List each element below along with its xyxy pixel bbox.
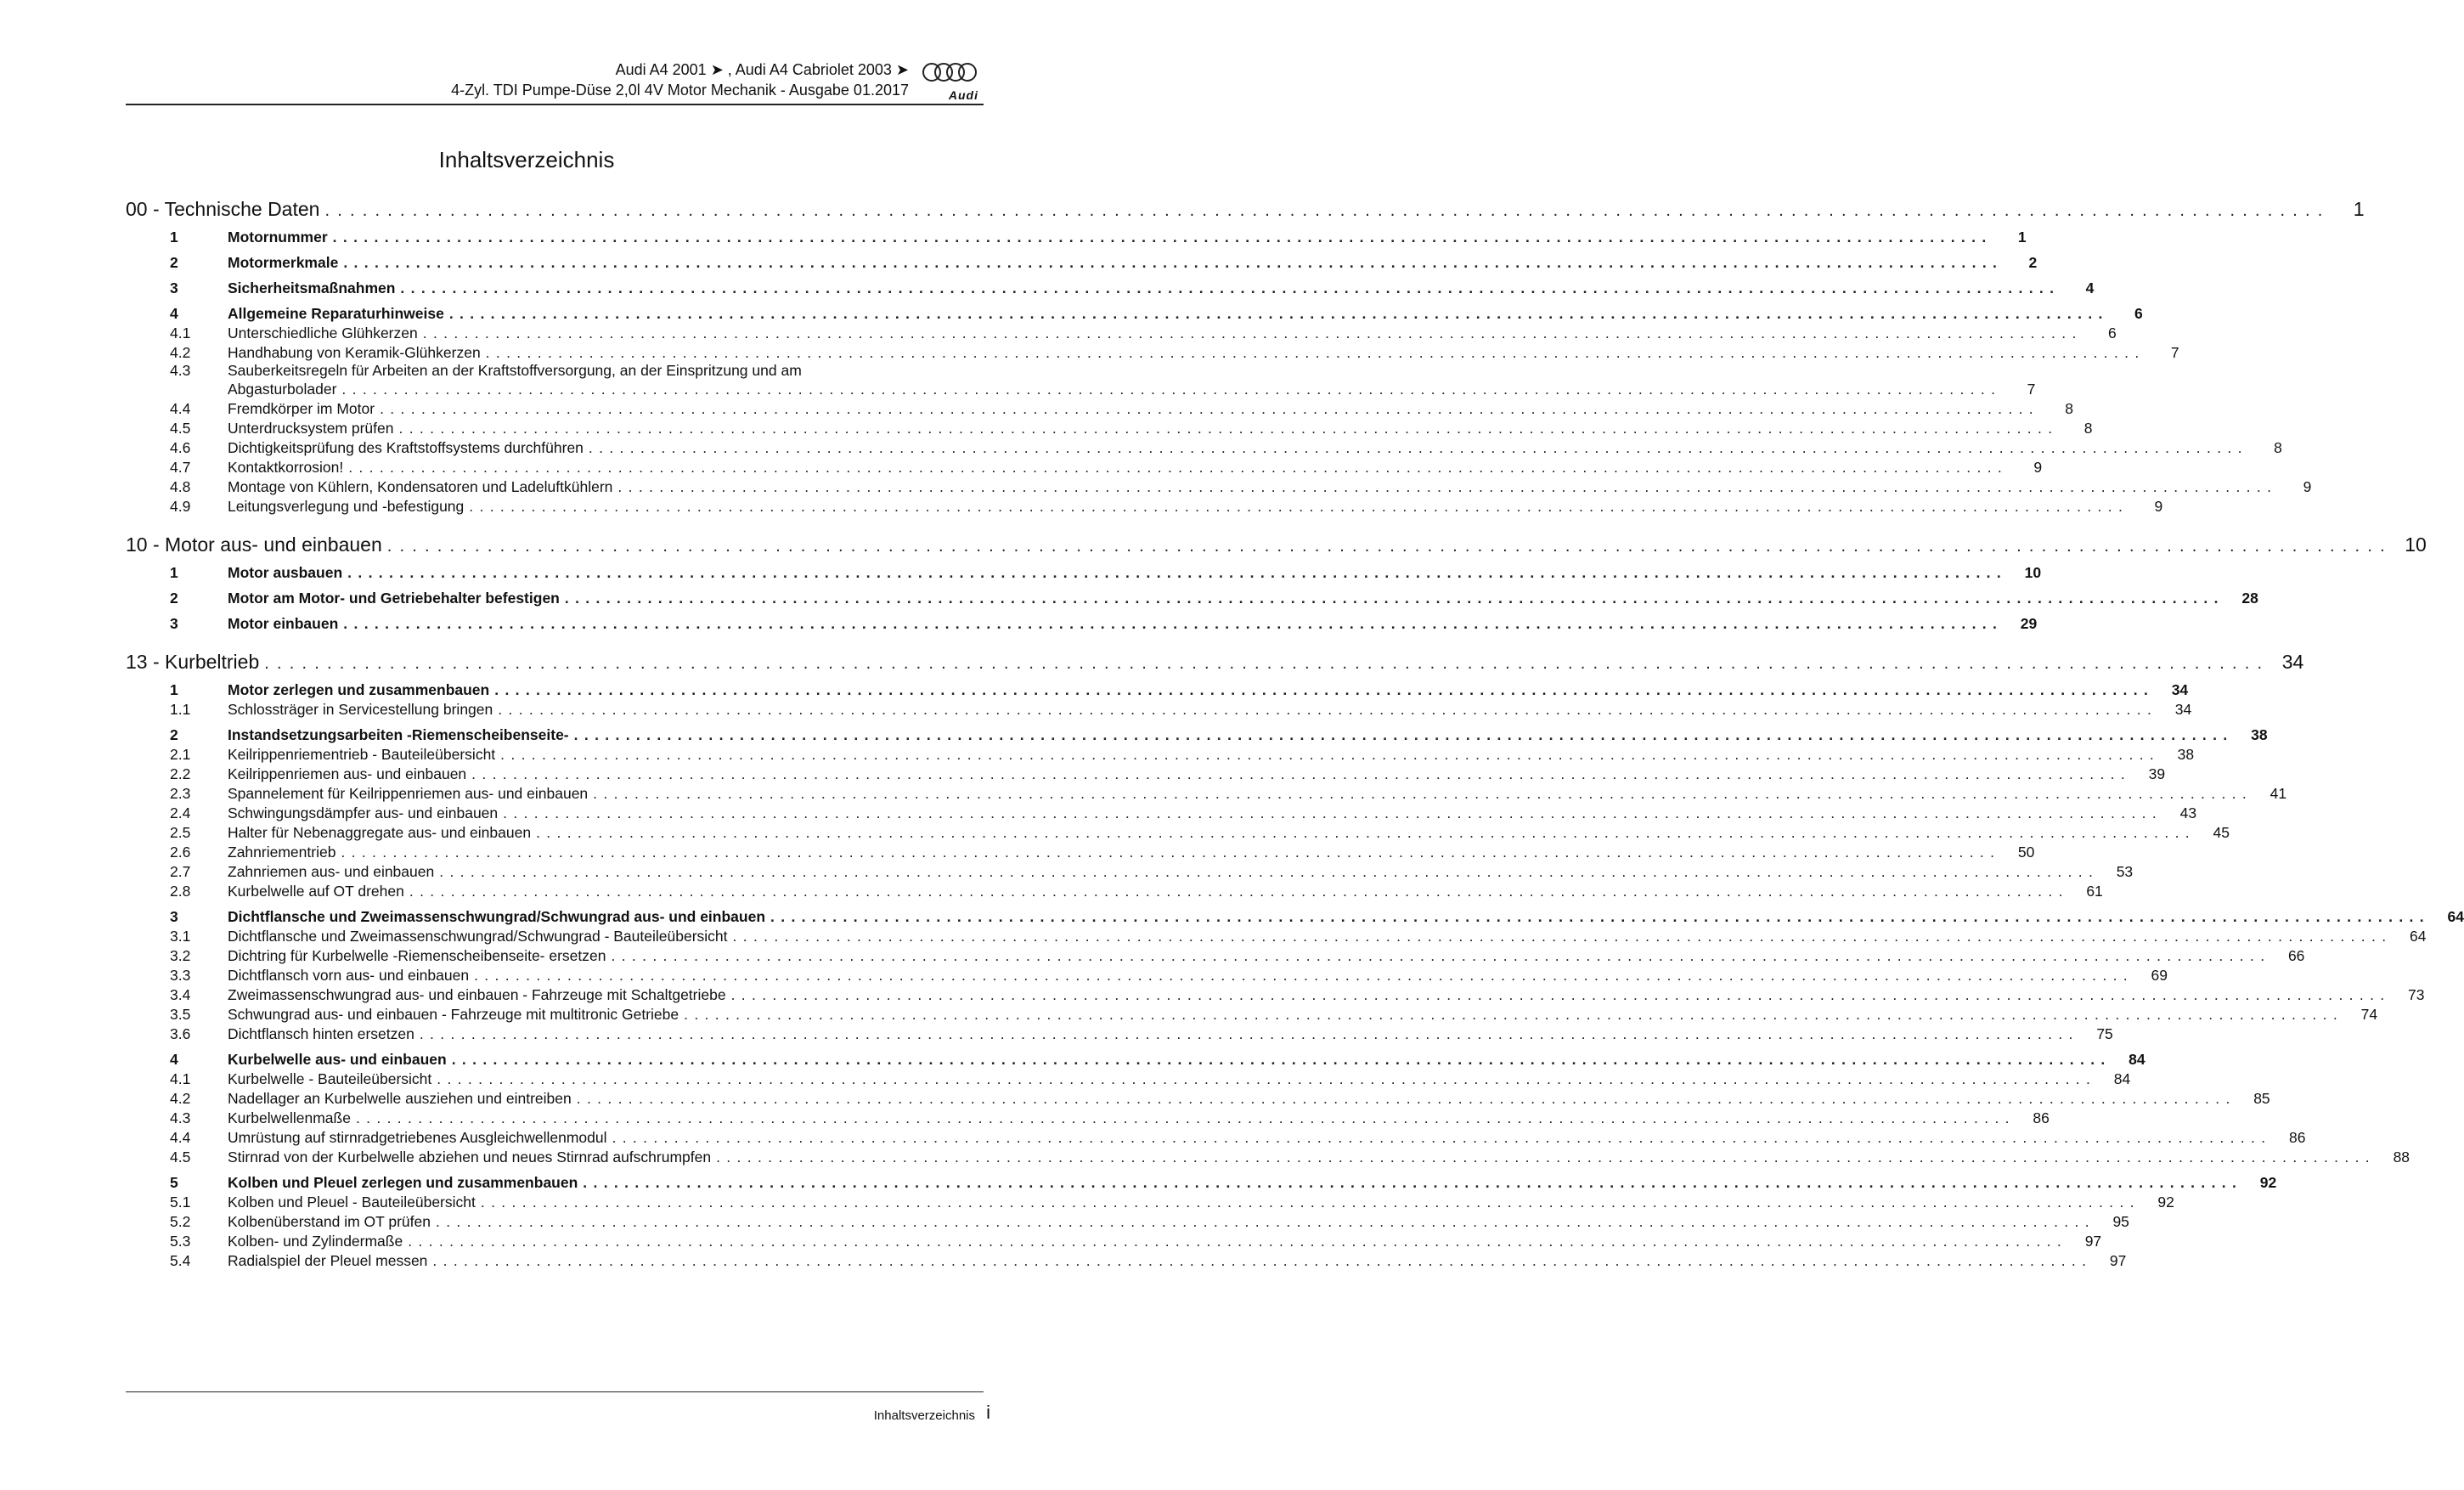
- toc-entry-title: Nadellager an Kurbelwelle ausziehen und eintreiben: [228, 1090, 572, 1107]
- toc-leader-dots: ................................................................................................................................................................: [474, 967, 2134, 984]
- toc-leader-dots: ................................................................................................................................................................: [770, 908, 2430, 925]
- toc-entry-title: Unterdrucksystem prüfen: [228, 420, 394, 437]
- toc-entry[interactable]: [126, 674, 2189, 699]
- toc-entry-number: 2: [170, 726, 178, 743]
- toc-entry-title: Kurbelwelle - Bauteileübersicht: [228, 1070, 432, 1087]
- toc-entry-number: 4.9: [170, 498, 191, 515]
- toc-leader-dots: ................................................................................................................................................................: [437, 1070, 2097, 1087]
- toc-leader-dots: ................................................................................................................................................................: [355, 1109, 2016, 1126]
- toc-entry[interactable]: [126, 457, 2043, 477]
- toc-entry-page: 8: [2083, 420, 2093, 437]
- toc-leader-dots: ................................................................................................................................................................: [494, 681, 2155, 698]
- toc-entry-page: 84: [2113, 1070, 2131, 1087]
- toc-entry-number: 3.6: [170, 1025, 191, 1042]
- toc-leader-dots: ................................................................................................................................................................: [422, 325, 2083, 341]
- toc-entry-page: 66: [2287, 947, 2305, 964]
- toc-entry-number: 3.2: [170, 947, 191, 964]
- toc-leader-dots: ................................................................................................................................................................: [448, 305, 2109, 322]
- toc-leader-dots: ................................................................................................................................................................: [408, 1233, 2068, 1250]
- toc-entry-page: 86: [2288, 1129, 2306, 1146]
- toc-leader-dots: ................................................................................................................................................................: [264, 654, 2270, 673]
- toc-entry-title: Keilrippenriementrieb - Bauteileübersicht: [228, 746, 496, 763]
- toc-leader-dots: ................................................................................................................................................................: [343, 615, 2004, 632]
- toc-entry-title: Motor zerlegen und zusammenbauen: [228, 681, 490, 698]
- header-manual-line: 4-Zyl. TDI Pumpe-Düse 2,0l 4V Motor Mechanik - Ausgabe 01.2017: [451, 82, 909, 99]
- toc-entry-number: 4: [170, 1051, 178, 1068]
- toc-entry-title: Abgasturbolader: [228, 381, 337, 398]
- toc-entry-page: 64: [2409, 928, 2427, 945]
- toc-entry-page: 64: [2447, 908, 2464, 925]
- toc-entry[interactable]: [126, 1211, 2129, 1231]
- toc-entry[interactable]: [126, 783, 2287, 803]
- toc-entry-page: 34: [2171, 681, 2189, 698]
- toc-entry-title: Handhabung von Keramik-Glühkerzen: [228, 344, 481, 361]
- toc-leader-dots: ................................................................................................................................................................: [409, 883, 2069, 900]
- toc-entry-title: Dichtflansch hinten ersetzen: [228, 1025, 414, 1042]
- toc-entry[interactable]: [126, 1192, 2174, 1211]
- toc-entry[interactable]: [126, 342, 2179, 362]
- toc-entry-number: 4.3: [170, 362, 191, 379]
- audi-wordmark: Audi: [948, 88, 978, 102]
- toc-entry-title: Leitungsverlegung und -befestigung: [228, 498, 465, 515]
- toc-entry-number: 2.1: [170, 746, 191, 763]
- toc-entry-title: Kolbenüberstand im OT prüfen: [228, 1213, 431, 1230]
- toc-entry[interactable]: [126, 1024, 2113, 1043]
- toc-entry-title: Fremdkörper im Motor: [228, 400, 375, 417]
- toc-entry[interactable]: [126, 398, 2074, 418]
- table-of-contents: [126, 195, 2464, 1270]
- toc-entry-number: 2.2: [170, 765, 191, 782]
- toc-entry[interactable]: [126, 744, 2195, 764]
- toc-entry-number: 3.5: [170, 1006, 191, 1023]
- toc-entry[interactable]: [126, 1004, 2378, 1024]
- toc-entry-number: 2.6: [170, 844, 191, 861]
- toc-entry[interactable]: [126, 648, 2304, 674]
- toc-entry-page: 28: [2241, 590, 2258, 607]
- toc-entry[interactable]: [126, 221, 2027, 246]
- toc-entry-number: 2: [170, 590, 178, 607]
- toc-leader-dots: ................................................................................................................................................................: [617, 478, 2278, 495]
- toc-entry-number: 5.1: [170, 1194, 191, 1211]
- toc-entry[interactable]: [126, 965, 2168, 985]
- toc-entry-number: 4.5: [170, 1149, 191, 1165]
- toc-entry[interactable]: [126, 582, 2258, 607]
- toc-entry-page: 7: [2170, 344, 2179, 361]
- toc-leader-dots: ................................................................................................................................................................: [435, 1213, 2095, 1230]
- toc-leader-dots: ................................................................................................................................................................: [398, 420, 2059, 437]
- toc-leader-dots: ................................................................................................................................................................: [419, 1025, 2079, 1042]
- toc-leader-dots: ................................................................................................................................................................: [341, 381, 2002, 398]
- toc-leader-dots: ................................................................................................................................................................: [684, 1006, 2344, 1023]
- toc-entry-number: 3: [170, 615, 178, 632]
- toc-entry[interactable]: [126, 822, 2230, 842]
- toc-entry-title: Stirnrad von der Kurbelwelle abziehen und neues Stirnrad aufschrumpfen: [228, 1149, 712, 1165]
- toc-entry[interactable]: [126, 1069, 2131, 1088]
- toc-leader-dots: ................................................................................................................................................................: [500, 746, 2161, 763]
- toc-entry-page: 92: [2157, 1194, 2174, 1211]
- toc-entry-page: 73: [2408, 986, 2425, 1003]
- toc-entry[interactable]: [126, 861, 2134, 881]
- toc-leader-dots: ................................................................................................................................................................: [341, 844, 2001, 861]
- toc-entry-page: 97: [2084, 1233, 2102, 1250]
- toc-entry[interactable]: [126, 1108, 2050, 1127]
- toc-entry-number: 4.2: [170, 344, 191, 361]
- toc-leader-dots: ................................................................................................................................................................: [348, 459, 2009, 476]
- toc-entry[interactable]: [126, 1043, 2145, 1069]
- toc-entry[interactable]: [126, 418, 2093, 437]
- toc-entry[interactable]: [126, 477, 2312, 496]
- toc-leader-dots: ................................................................................................................................................................: [332, 229, 1993, 246]
- toc-entry-title: Radialspiel der Pleuel messen: [228, 1252, 428, 1269]
- toc-entry-title: Dichtflansche und Zweimassenschwungrad/Schwungrad - Bauteileübersicht: [228, 928, 728, 945]
- toc-leader-dots: ................................................................................................................................................................: [716, 1149, 2377, 1165]
- toc-entry-title: Schwungrad aus- und einbauen - Fahrzeuge mit multitronic Getriebe: [228, 1006, 679, 1023]
- toc-entry-number: 1.1: [170, 701, 191, 718]
- toc-leader-dots: ................................................................................................................................................................: [498, 701, 2158, 718]
- toc-entry[interactable]: [126, 531, 2427, 556]
- toc-leader-dots: ................................................................................................................................................................: [503, 804, 2163, 821]
- toc-entry-number: 3.3: [170, 967, 191, 984]
- toc-entry-number: 5.2: [170, 1213, 191, 1230]
- toc-entry-title: Zweimassenschwungrad aus- und einbauen - Fahrzeuge mit Schaltgetriebe: [228, 986, 726, 1003]
- toc-entry-number: 1: [170, 681, 178, 698]
- toc-entry-page: 1: [2353, 198, 2365, 220]
- toc-entry-number: 4.7: [170, 459, 191, 476]
- toc-leader-dots: ................................................................................................................................................................: [583, 1174, 2243, 1191]
- toc-leader-dots: ................................................................................................................................................................: [573, 726, 2234, 743]
- footer-divider: [126, 1391, 984, 1392]
- toc-entry-page: 85: [2253, 1090, 2270, 1107]
- toc-leader-dots: ................................................................................................................................................................: [732, 928, 2393, 945]
- toc-entry-number: 5: [170, 1174, 178, 1191]
- toc-entry-page: 7: [2027, 381, 2036, 398]
- toc-entry[interactable]: [126, 246, 2038, 272]
- toc-entry-title: Spannelement für Keilrippenriemen aus- und einbauen: [228, 785, 589, 802]
- toc-entry-title: Kurbelwelle aus- und einbauen: [228, 1051, 447, 1068]
- toc-leader-dots: ................................................................................................................................................................: [536, 824, 2196, 841]
- toc-entry-page: 6: [2107, 325, 2117, 341]
- toc-entry-page: 29: [2020, 615, 2038, 632]
- toc-entry[interactable]: [126, 362, 984, 380]
- toc-entry-page: 10: [2024, 564, 2042, 581]
- toc-entry-number: 4.5: [170, 420, 191, 437]
- toc-entry-title: Allgemeine Reparaturhinweise: [228, 305, 444, 322]
- toc-entry-number: 2.7: [170, 863, 191, 880]
- toc-entry-number: 5.4: [170, 1252, 191, 1269]
- toc-entry[interactable]: [126, 803, 2197, 822]
- toc-entry-number: 4.3: [170, 1109, 191, 1126]
- toc-entry-page: 41: [2269, 785, 2287, 802]
- toc-leader-dots: ................................................................................................................................................................: [400, 279, 2061, 296]
- toc-entry-title: Sicherheitsmaßnahmen: [228, 279, 396, 296]
- toc-entry-page: 38: [2251, 726, 2268, 743]
- toc-entry-title: Instandsetzungsarbeiten -Riemenscheibenseite-: [228, 726, 569, 743]
- toc-entry-page: 34: [2174, 701, 2192, 718]
- toc-entry-page: 75: [2096, 1025, 2113, 1042]
- toc-entry-title: Dichtflansche und Zweimassenschwungrad/Schwungrad aus- und einbauen: [228, 908, 766, 925]
- toc-leader-dots: ................................................................................................................................................................: [471, 765, 2132, 782]
- toc-entry[interactable]: [126, 556, 2042, 582]
- toc-entry-number: 2: [170, 254, 178, 271]
- toc-entry[interactable]: [126, 1250, 2127, 1270]
- footer-label: Inhaltsverzeichnis: [873, 1408, 975, 1423]
- toc-leader-dots: ................................................................................................................................................................: [439, 863, 2100, 880]
- toc-entry[interactable]: [126, 1127, 2306, 1147]
- toc-entry-page: 43: [2179, 804, 2197, 821]
- toc-entry-title: Sauberkeitsregeln für Arbeiten an der Kraftstoffversorgung, an der Einspritzung und am: [228, 362, 802, 379]
- toc-leader-dots: ................................................................................................................................................................: [386, 537, 2393, 556]
- toc-entry-page: 69: [2151, 967, 2168, 984]
- toc-leader-dots: ................................................................................................................................................................: [480, 1194, 2140, 1211]
- toc-entry-title: Kolben- und Zylindermaße: [228, 1233, 403, 1250]
- toc-entry-page: 8: [2065, 400, 2074, 417]
- toc-entry-page: 8: [2274, 439, 2282, 456]
- toc-entry-page: 6: [2134, 305, 2143, 322]
- toc-entry-title: Dichtigkeitsprüfung des Kraftstoffsystems durchführen: [228, 439, 584, 456]
- toc-entry-number: 4.4: [170, 1129, 191, 1146]
- footer-page-number: i: [986, 1402, 990, 1423]
- toc-entry-number: 2.8: [170, 883, 191, 900]
- toc-leader-dots: ................................................................................................................................................................: [380, 400, 2040, 417]
- toc-entry-page: 39: [2148, 765, 2166, 782]
- toc-entry-title: Motor ausbauen: [228, 564, 343, 581]
- toc-entry-page: 1: [2017, 229, 2027, 246]
- toc-entry-title: 13 - Kurbeltrieb: [126, 651, 260, 673]
- toc-leader-dots: ................................................................................................................................................................: [485, 344, 2145, 361]
- toc-leader-dots: ................................................................................................................................................................: [451, 1051, 2112, 1068]
- toc-entry[interactable]: [126, 764, 2166, 783]
- toc-entry[interactable]: [126, 926, 2427, 945]
- toc-entry-number: 1: [170, 229, 178, 246]
- toc-entry-number: 2.4: [170, 804, 191, 821]
- toc-entry-title: Umrüstung auf stirnradgetriebenes Ausgleichwellenmodul: [228, 1129, 607, 1146]
- audi-rings-icon: [921, 61, 980, 87]
- toc-entry-number: 4.8: [170, 478, 191, 495]
- audi-logo: [921, 61, 980, 102]
- toc-entry-number: 3: [170, 279, 178, 296]
- toc-entry[interactable]: [126, 881, 2103, 900]
- toc-entry-title: Kontaktkorrosion!: [228, 459, 344, 476]
- toc-entry-page: 50: [2017, 844, 2035, 861]
- toc-entry-page: 86: [2033, 1109, 2050, 1126]
- toc-entry-page: 2: [2028, 254, 2038, 271]
- toc-entry-number: 2.5: [170, 824, 191, 841]
- toc-entry-page: 45: [2213, 824, 2230, 841]
- toc-entry-title: Keilrippenriemen aus- und einbauen: [228, 765, 467, 782]
- toc-entry-page: 4: [2085, 279, 2095, 296]
- toc-entry-title: Kolben und Pleuel - Bauteileübersicht: [228, 1194, 476, 1211]
- page-title: Inhaltsverzeichnis: [438, 147, 615, 172]
- toc-entry-title: Kurbelwelle auf OT drehen: [228, 883, 404, 900]
- toc-leader-dots: ................................................................................................................................................................: [593, 785, 2253, 802]
- toc-entry-number: 4.1: [170, 325, 191, 341]
- toc-entry-title: 10 - Motor aus- und einbauen: [126, 533, 382, 556]
- toc-entry-number: 5.3: [170, 1233, 191, 1250]
- toc-entry[interactable]: [126, 297, 2143, 323]
- toc-entry-title: Montage von Kühlern, Kondensatoren und Ladeluftkühlern: [228, 478, 613, 495]
- toc-entry-page: 53: [2116, 863, 2134, 880]
- toc-entry[interactable]: [126, 945, 2305, 965]
- header-vehicle-line: Audi A4 2001 ➤ , Audi A4 Cabriolet 2003 ➤: [615, 61, 909, 78]
- toc-entry-page: 10: [2405, 533, 2427, 556]
- toc-entry-page: 97: [2109, 1252, 2127, 1269]
- toc-entry-number: 3.4: [170, 986, 191, 1003]
- toc-entry[interactable]: [126, 195, 2365, 221]
- toc-entry-number: 1: [170, 564, 178, 581]
- toc-entry-title: Dichtflansch vorn aus- und einbauen: [228, 967, 470, 984]
- toc-entry[interactable]: [126, 1088, 2270, 1108]
- toc-entry-title: 00 - Technische Daten: [126, 198, 320, 220]
- toc-leader-dots: ................................................................................................................................................................: [343, 254, 2004, 271]
- toc-entry[interactable]: [126, 1231, 2102, 1250]
- toc-entry-number: 4: [170, 305, 178, 322]
- toc-leader-dots: ................................................................................................................................................................: [347, 564, 2008, 581]
- toc-entry[interactable]: [126, 1147, 2410, 1166]
- toc-entry-page: 9: [2303, 478, 2312, 495]
- toc-entry-title: Schwingungsdämpfer aus- und einbauen: [228, 804, 499, 821]
- toc-entry-number: 4.4: [170, 400, 191, 417]
- toc-entry[interactable]: [126, 380, 2036, 398]
- toc-entry-title: Kurbelwellenmaße: [228, 1109, 351, 1126]
- toc-entry-page: 61: [2086, 883, 2103, 900]
- page-header: [126, 58, 984, 105]
- toc-entry-page: 34: [2281, 651, 2304, 673]
- toc-entry[interactable]: [126, 900, 2464, 926]
- toc-entry-title: Zahnriemen aus- und einbauen: [228, 863, 435, 880]
- toc-leader-dots: ................................................................................................................................................................: [576, 1090, 2236, 1107]
- toc-entry-page: 38: [2177, 746, 2195, 763]
- toc-entry-page: 88: [2393, 1149, 2410, 1165]
- toc-entry[interactable]: [126, 607, 2038, 633]
- toc-entry-number: 3.1: [170, 928, 191, 945]
- toc-leader-dots: ................................................................................................................................................................: [611, 947, 2271, 964]
- toc-entry[interactable]: [126, 985, 2425, 1004]
- toc-entry-number: 4.1: [170, 1070, 191, 1087]
- toc-entry-title: Motor einbauen: [228, 615, 339, 632]
- toc-leader-dots: ................................................................................................................................................................: [588, 439, 2248, 456]
- toc-entry-number: 3: [170, 908, 178, 925]
- toc-entry-title: Schlossträger in Servicestellung bringen: [228, 701, 493, 718]
- toc-entry-number: 4.6: [170, 439, 191, 456]
- toc-leader-dots: ................................................................................................................................................................: [730, 986, 2391, 1003]
- toc-entry[interactable]: [126, 496, 2163, 516]
- toc-entry-title: Dichtring für Kurbelwelle -Riemenscheibenseite- ersetzen: [228, 947, 606, 964]
- toc-entry-page: 9: [2154, 498, 2163, 515]
- toc-entry-page: 9: [2033, 459, 2043, 476]
- toc-leader-dots: ................................................................................................................................................................: [612, 1129, 2272, 1146]
- toc-entry[interactable]: [126, 437, 2282, 457]
- toc-entry[interactable]: [126, 699, 2192, 719]
- toc-entry-page: 95: [2112, 1213, 2129, 1230]
- toc-entry-page: 74: [2360, 1006, 2378, 1023]
- toc-entry[interactable]: [126, 719, 2268, 744]
- toc-leader-dots: ................................................................................................................................................................: [564, 590, 2224, 607]
- toc-entry-page: 84: [2129, 1051, 2145, 1068]
- toc-entry[interactable]: [126, 323, 2117, 342]
- toc-entry-title: Motor am Motor- und Getriebehalter befestigen: [228, 590, 560, 607]
- toc-entry-number: 2.3: [170, 785, 191, 802]
- toc-entry-page: 92: [2259, 1174, 2277, 1191]
- toc-leader-dots: ................................................................................................................................................................: [324, 201, 2331, 220]
- toc-entry[interactable]: [126, 272, 2095, 297]
- toc-entry-title: Zahnriementrieb: [228, 844, 336, 861]
- toc-entry-title: Motormerkmale: [228, 254, 339, 271]
- toc-entry-title: Unterschiedliche Glühkerzen: [228, 325, 418, 341]
- toc-entry-number: 4.2: [170, 1090, 191, 1107]
- toc-entry-title: Halter für Nebenaggregate aus- und einbauen: [228, 824, 532, 841]
- toc-leader-dots: ................................................................................................................................................................: [432, 1252, 2093, 1269]
- toc-entry[interactable]: [126, 1166, 2277, 1192]
- toc-entry-title: Kolben und Pleuel zerlegen und zusammenbauen: [228, 1174, 578, 1191]
- toc-entry-title: Motornummer: [228, 229, 328, 246]
- toc-entry[interactable]: [126, 842, 2035, 861]
- toc-leader-dots: ................................................................................................................................................................: [469, 498, 2129, 515]
